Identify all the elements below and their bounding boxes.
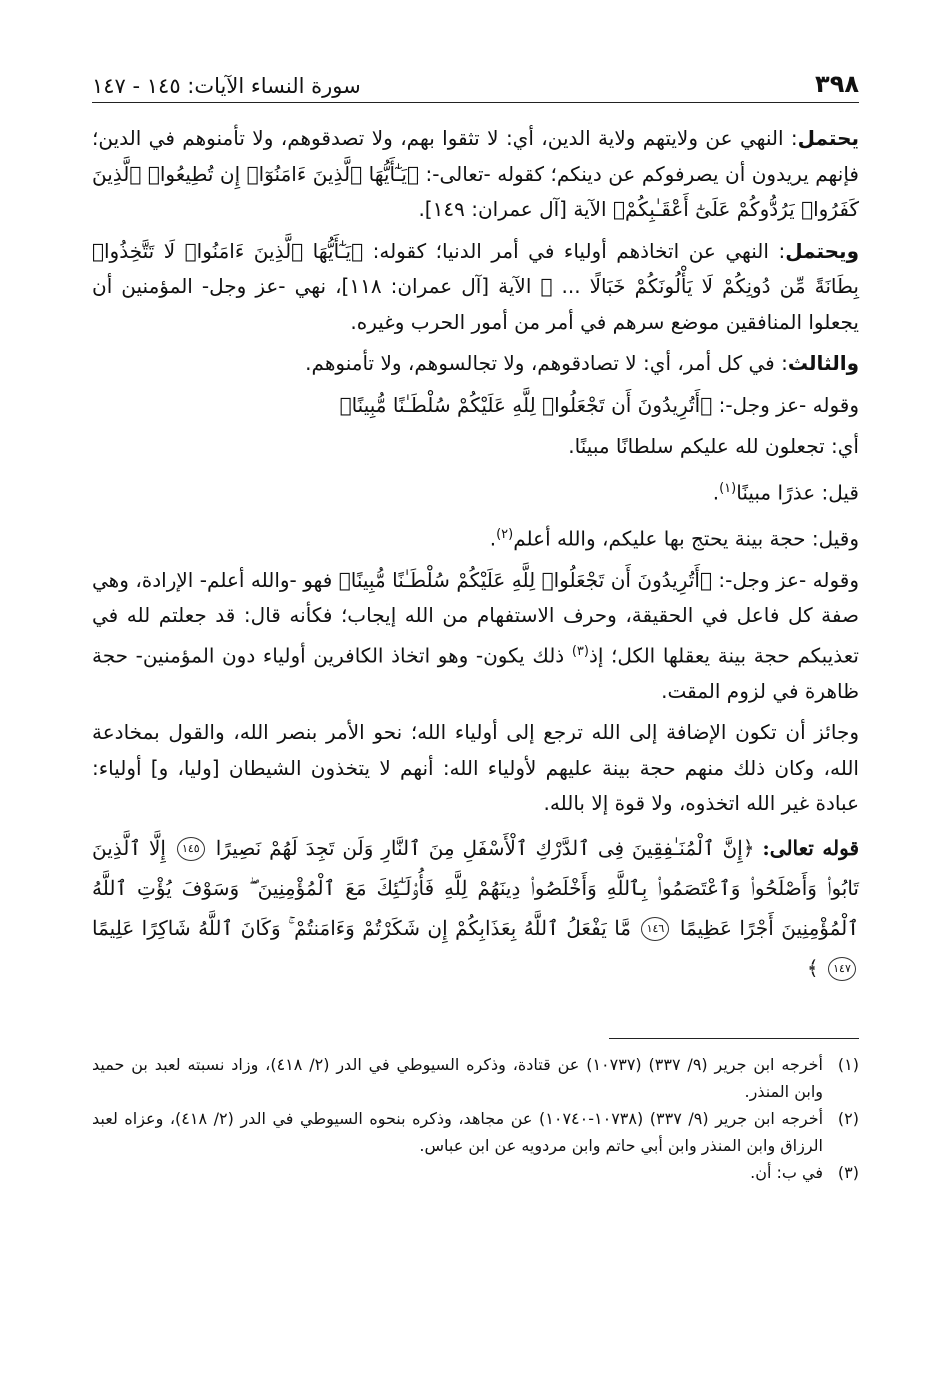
- page-header: [92, 58, 859, 103]
- paragraph-tail: .: [712, 480, 720, 505]
- footnote-separator: [609, 1038, 859, 1039]
- paragraph-tail: ذلك يكون- وهو اتخاذ الكافرين أولياء دون المؤمنين- حجة ظاهرة في لزوم المقت.: [92, 643, 859, 703]
- footnote-number: (٢): [837, 1108, 859, 1128]
- page-number: ٣٩٨: [815, 70, 859, 98]
- paragraph: [92, 471, 859, 511]
- paragraph-tail: .: [489, 526, 497, 551]
- ayah-number-marker: ١٤٦: [641, 917, 669, 941]
- footnote-text: في ب: أن.: [750, 1162, 823, 1182]
- footnote-ref: (٣): [571, 643, 589, 659]
- paragraph-text: قيل: عذرًا مبينًا: [736, 480, 859, 505]
- paragraph-lead: والثالث: [787, 351, 859, 375]
- footnote-ref: (٢): [496, 526, 514, 542]
- verse-text: مَّا يَفْعَلُ ٱللَّهُ بِعَذَابِكُمْ إِن شَكَرْتُمْ وَءَامَنتُمْ ۚ وَكَانَ ٱللَّهُ شَاكِرًا عَلِيمًا: [92, 915, 631, 940]
- paragraph-text: وقيل: حجة بينة يحتج بها عليكم، والله أعلم: [513, 526, 859, 551]
- footnote-ref: (١): [719, 480, 737, 496]
- ayah-number-marker: ١٤٥: [177, 837, 205, 861]
- paragraph-text: أي: تجعلون لله عليكم سلطانًا مبينًا.: [568, 434, 859, 458]
- paragraph: [92, 121, 859, 228]
- verse-lead: قوله تعالى:: [762, 835, 860, 860]
- footnote: [92, 1105, 859, 1159]
- footnote: [92, 1159, 859, 1186]
- footnote-text: أخرجه ابن جرير (٩/ ٣٣٧) (١٠٧٣٧) عن قتادة، وذكره السيوطي في الدر (٢/ ٤١٨)، وزاد نسبته لعبد بن حميد وابن المنذر.: [92, 1054, 823, 1101]
- paragraph: [92, 388, 859, 424]
- paragraph-text: وقوله -عز وجل-: ﴿أَتُرِيدُونَ أَن تَجْعَلُوا۟ لِلَّهِ عَلَيْكُمْ سُلْطَـٰنًا مُّبِينًا﴾ فهو -والله أعلم- الإرادة، وهي صفة كل فاعل في الحقيقة، وحرف الاستفهام من الله إيجاب؛ فكأنه قال: قد جعلتم لله في تعذيبكم حجة بينة يعقلها الكل؛ إذ: [92, 567, 859, 668]
- paragraph-lead: يحتمل: [797, 126, 859, 150]
- paragraph-text: : النهي عن ولايتهم ولاية الدين، أي: لا تثقوا بهم، ولا تصدقوهم، ولا تأمنوهم في الدين؛ فإنهم يريدون أن يصرفوكم عن دينكم؛ كقوله -تعالى-: ﴿يَـٰٓأَيُّهَا ٱلَّذِينَ ءَامَنُوٓا۟ إِن تُطِيعُوا۟ ٱلَّذِينَ كَفَرُوا۟ يَرُدُّوكُمْ عَلَىٰٓ أَعْقَـٰبِكُمْ﴾ الآية [آل عمران: ١٤٩].: [92, 126, 859, 221]
- paragraph: [92, 234, 859, 341]
- running-title: سورة النساء الآيات: ١٤٥ - ١٤٧: [92, 74, 361, 98]
- paragraph: [92, 346, 859, 382]
- paragraph-text: وجائز أن تكون الإضافة إلى الله ترجع إلى أولياء الله؛ نحو الأمر بنصر الله، والقول بمخادعة الله، وكان ذلك منهم حجة بينة عليهم لأولياء الله: أنهم لا يتخذون الشيطان [وليا، و] أولياء: عبادة غير الله اتخذوه، ولا قوة إلا بالله.: [92, 720, 859, 816]
- paragraph: [92, 563, 859, 710]
- footnote-text: أخرجه ابن جرير (٩/ ٣٣٧) (١٠٧٣٨-١٠٧٤٠) عن مجاهد، وذكره بنحوه السيوطي في الدر (٢/ ٤١٨)، وعزاه لعبد الرزاق وابن المنذر وابن أبي حاتم وابن مردويه عن ابن عباس.: [92, 1108, 824, 1155]
- paragraph-text: : في كل أمر، أي: لا تصادقوهم، ولا تجالسوهم، ولا تأمنوهم.: [305, 351, 788, 375]
- footnotes: [92, 1051, 859, 1186]
- paragraph: [92, 715, 859, 822]
- paragraph-lead: ويحتمل: [785, 238, 859, 263]
- footnote-number: (٣): [837, 1162, 859, 1182]
- paragraph-text: وقوله -عز وجل-: ﴿أَتُرِيدُونَ أَن تَجْعَلُوا۟ لِلَّهِ عَلَيْكُمْ سُلْطَـٰنًا مُّبِينًا﴾: [339, 392, 859, 417]
- footnote-number: (١): [837, 1054, 859, 1074]
- footnote: [92, 1051, 859, 1105]
- paragraph: [92, 517, 859, 557]
- paragraph-text: : النهي عن اتخاذهم أولياء في أمر الدنيا؛ كقوله: ﴿يَـٰٓأَيُّهَا ٱلَّذِينَ ءَامَنُوا۟ لَا تَتَّخِذُوا۟ بِطَانَةً مِّن دُونِكُمْ لَا يَأْلُونَكُمْ خَبَالًا ... ﴾ الآية [آل عمران: ١١٨]، نهي -عز وجل- المؤمنين أن يجعلوا المنافقين موضع سرهم في أمر من أمور الحرب وغيره.: [92, 238, 859, 334]
- verse-text: ﴿إِنَّ ٱلْمُنَـٰفِقِينَ فِى ٱلدَّرْكِ ٱلْأَسْفَلِ مِنَ ٱلنَّارِ وَلَن تَجِدَ لَهُمْ نَصِيرًا: [215, 835, 755, 860]
- quran-verse-block: [92, 828, 859, 988]
- paragraph: [92, 429, 859, 465]
- verse-text: إِلَّا ٱلَّذِينَ تَابُوا۟ وَأَصْلَحُوا۟ وَٱعْتَصَمُوا۟ بِٱللَّهِ وَأَخْلَصُوا۟ دِينَهُمْ لِلَّهِ فَأُو۟لَـٰٓئِكَ مَعَ ٱلْمُؤْمِنِينَ ۖ وَسَوْفَ يُؤْتِ ٱللَّهُ ٱلْمُؤْمِنِينَ أَجْرًا عَظِيمًا: [92, 835, 859, 940]
- verse-close-bracket: ﴾: [806, 955, 819, 980]
- ayah-number-marker: ١٤٧: [828, 957, 856, 981]
- main-text: [92, 121, 859, 988]
